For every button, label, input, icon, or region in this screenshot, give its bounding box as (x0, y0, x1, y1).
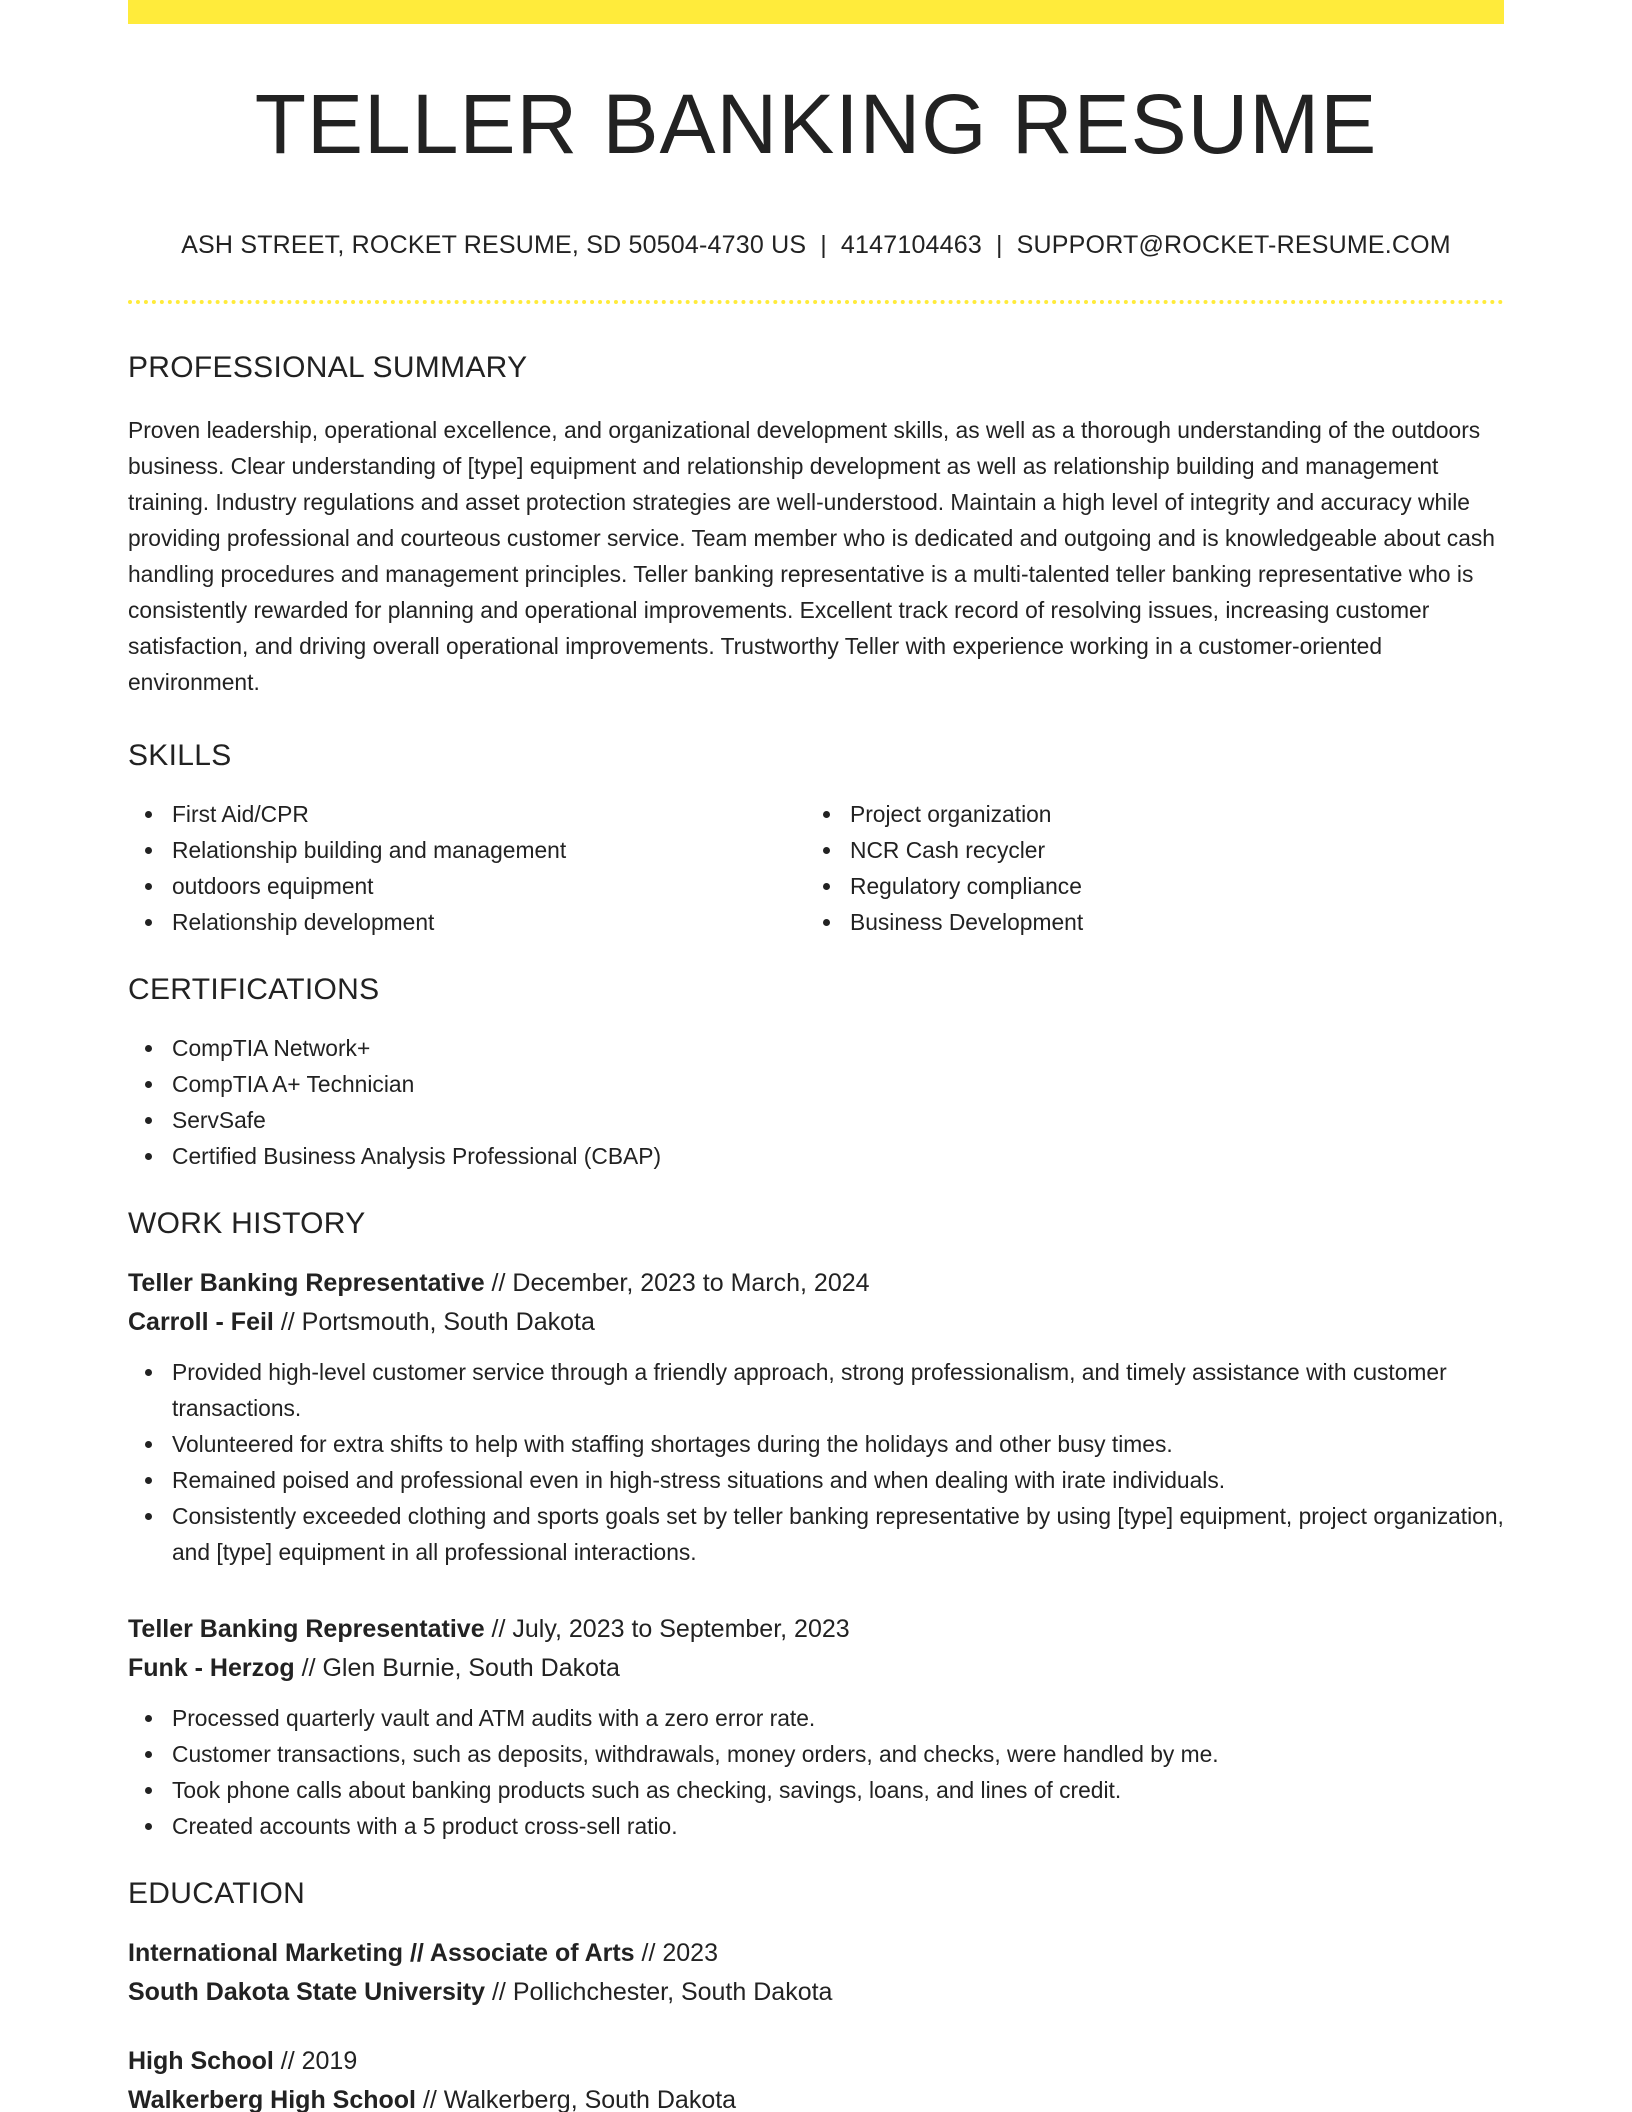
education-entry (128, 1934, 1504, 2012)
skill-item: First Aid/CPR (128, 796, 806, 832)
job-role: Teller Banking Representative (128, 1269, 485, 1297)
job-company: Carroll - Feil (128, 1308, 274, 1336)
certification-item: Certified Business Analysis Professional (CBAP) (128, 1138, 1504, 1174)
dotted-divider (128, 300, 1504, 304)
skill-item: Relationship development (128, 904, 806, 940)
school-line (128, 1973, 1504, 2012)
degree-line (128, 1934, 1504, 1973)
job-entry (128, 1264, 1504, 1570)
job-bullets (128, 1700, 1504, 1844)
job-dates: // December, 2023 to March, 2024 (484, 1269, 870, 1297)
job-bullet: Provided high-level customer service through a friendly approach, strong professionalism, and timely assistance with customer transactions. (128, 1354, 1504, 1426)
job-bullet: Customer transactions, such as deposits, withdrawals, money orders, and checks, were handled by me. (128, 1736, 1504, 1772)
skills-column-left (128, 796, 806, 940)
degree-line (128, 2042, 1504, 2081)
job-role-line (128, 1610, 1504, 1649)
education-heading: EDUCATION (128, 1877, 306, 1910)
job-company-line (128, 1649, 1504, 1688)
contact-separator: | (820, 231, 827, 259)
work-history-heading: WORK HISTORY (128, 1207, 366, 1240)
school-line (128, 2081, 1504, 2112)
skill-item: Relationship building and management (128, 832, 806, 868)
school: Walkerberg High School (128, 2086, 417, 2112)
summary-text: Proven leadership, operational excellence, and organizational development skills, as well as a thorough understanding of the outdoors business. Clear understanding of [type] equipment and relationship development as well as relationship building and management training. Industry regulations and asset protection strategies are well-understood. Maintain a high level of integrity and accuracy while providing professional and courteous customer service. Team member who is dedicated and outgoing and is knowledgeable about cash handling procedures and management principles. Teller banking representative is a multi-talented teller banking representative who is consistently rewarded for planning and operational improvements. Excellent track record of resolving issues, increasing customer satisfaction, and driving overall operational improvements. Trustworthy Teller with experience working in a customer-oriented environment. (128, 417, 1495, 695)
skills-heading: SKILLS (128, 739, 232, 772)
education-entry (128, 2042, 1504, 2112)
summary-heading: PROFESSIONAL SUMMARY (128, 351, 528, 384)
job-dates: // July, 2023 to September, 2023 (484, 1615, 850, 1643)
school-location: // Pollichchester, South Dakota (485, 1978, 833, 2006)
certification-item: CompTIA A+ Technician (128, 1066, 1504, 1102)
skills-list (128, 796, 1504, 940)
job-entry (128, 1610, 1504, 1844)
contact-line (128, 230, 1504, 260)
contact-phone: 4147104463 (840, 231, 982, 259)
job-bullet: Remained poised and professional even in high-stress situations and when dealing with irate individuals. (128, 1462, 1504, 1498)
skills-column-right (806, 796, 1484, 940)
skill-item: outdoors equipment (128, 868, 806, 904)
contact-email[interactable]: SUPPORT@ROCKET-RESUME.COM (1016, 231, 1451, 259)
job-bullet: Volunteered for extra shifts to help with staffing shortages during the holidays and other busy times. (128, 1426, 1504, 1462)
resume-page (128, 0, 1504, 2112)
accent-bar (128, 0, 1504, 24)
school-location: // Walkerberg, South Dakota (416, 2086, 737, 2112)
resume-title: TELLER BANKING RESUME (254, 77, 1378, 171)
job-bullet: Created accounts with a 5 product cross-sell ratio. (128, 1808, 1504, 1844)
school: South Dakota State University (128, 1978, 486, 2006)
contact-separator: | (995, 231, 1003, 259)
job-bullet: Consistently exceeded clothing and sports goals set by teller banking representative by using [type] equipment, project organization, and [type] equipment in all professional interactions. (128, 1498, 1504, 1570)
job-location: // Portsmouth, South Dakota (273, 1308, 595, 1336)
skill-item: Business Development (806, 904, 1484, 940)
degree: International Marketing // Associate of Arts (128, 1939, 635, 1967)
certifications-heading: CERTIFICATIONS (128, 973, 380, 1006)
contact-address: ASH STREET, ROCKET RESUME, SD 50504-4730 US (181, 231, 807, 259)
job-bullets (128, 1354, 1504, 1570)
job-company-line (128, 1303, 1504, 1342)
graduation-year: // 2019 (273, 2047, 358, 2075)
job-company: Funk - Herzog (128, 1654, 295, 1682)
degree: High School (128, 2047, 274, 2075)
certification-item: ServSafe (128, 1102, 1504, 1138)
job-location: // Glen Burnie, South Dakota (294, 1654, 620, 1682)
job-role-line (128, 1264, 1504, 1303)
graduation-year: // 2023 (634, 1939, 718, 1967)
skill-item: Project organization (806, 796, 1484, 832)
certifications-list (128, 1030, 1504, 1174)
skill-item: NCR Cash recycler (806, 832, 1484, 868)
job-bullet: Processed quarterly vault and ATM audits with a zero error rate. (128, 1700, 1504, 1736)
certification-item: CompTIA Network+ (128, 1030, 1504, 1066)
job-role: Teller Banking Representative (128, 1615, 485, 1643)
job-bullet: Took phone calls about banking products such as checking, savings, loans, and lines of credit. (128, 1772, 1504, 1808)
skill-item: Regulatory compliance (806, 868, 1484, 904)
